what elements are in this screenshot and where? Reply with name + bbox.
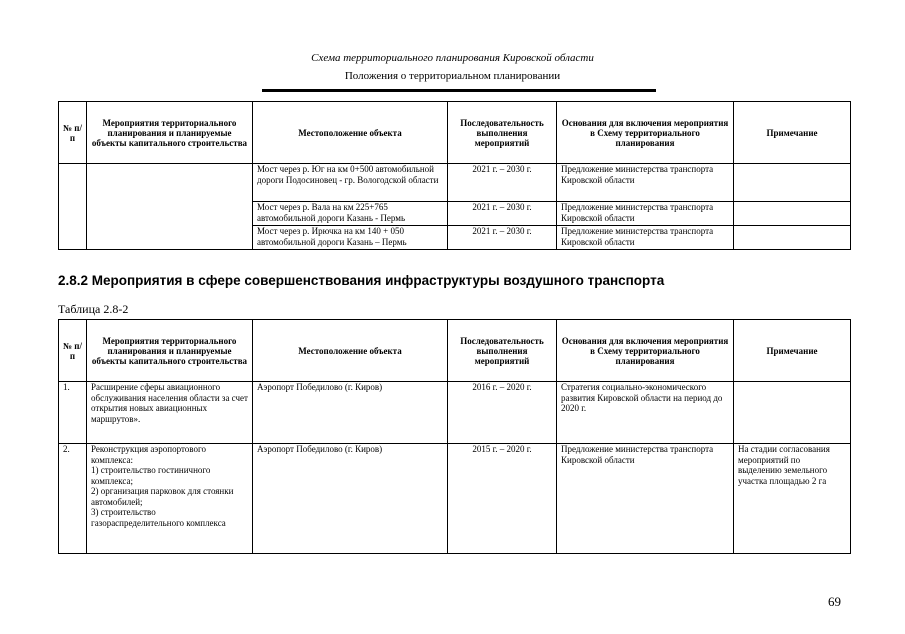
col-num-header: № п/п [59,102,87,164]
cell-measure: Расширение сферы авиационного обслуживания населения области за счет открытия новых авиационных маршрутов». [87,382,253,444]
section-title: 2.8.2 Мероприятия в сфере совершенствования инфраструктуры воздушного транспорта [58,273,665,288]
col-sequence-header: Последовательность выполнения мероприятий [448,320,557,382]
document-header-title: Схема территориального планирования Кировской области [311,52,594,64]
table-caption: Таблица 2.8-2 [58,302,129,316]
cell-basis: Стратегия социально-экономического развития Кировской области на период до 2020 г. [557,382,734,444]
cell-sequence: 2021 г. – 2030 г. [448,164,557,202]
table-header-row [59,102,851,164]
cell-note [734,164,851,202]
cell-location: Мост через р. Вала на км 225+765 автомобильной дороги Казань - Пермь [253,202,448,226]
cell-num [59,164,87,250]
table-header-row [59,320,851,382]
col-note-header: Примечание [734,320,851,382]
cell-basis: Предложение министерства транспорта Кировской области [557,444,734,554]
col-location-header: Местоположение объекта [253,102,448,164]
table-row [59,164,851,202]
col-basis-header: Основания для включения мероприятия в Схему территориального планирования [557,102,734,164]
cell-measure: Реконструкция аэропортового комплекса: 1) строительство гостиничного комплекса; 2) организация парковок для стоянки автомобилей; 3) строительство газораспределительного комплекса [87,444,253,554]
col-measures-header: Мероприятия территориального планирования и планируемые объекты капитального строительства [87,320,253,382]
cell-sequence: 2021 г. – 2030 г. [448,202,557,226]
cell-sequence: 2016 г. – 2020 г. [448,382,557,444]
page-number: 69 [828,594,841,609]
cell-note: На стадии согласования мероприятий по выделению земельного участка площадью 2 га [734,444,851,554]
cell-sequence: 2015 г. – 2020 г. [448,444,557,554]
cell-note [734,226,851,250]
col-basis-header: Основания для включения мероприятия в Схему территориального планирования [557,320,734,382]
cell-location: Мост через р. Ирючка на км 140 + 050 автомобильной дороги Казань – Пермь [253,226,448,250]
cell-note [734,202,851,226]
cell-basis: Предложение министерства транспорта Кировской области [557,202,734,226]
cell-location: Аэропорт Победилово (г. Киров) [253,382,448,444]
cell-basis: Предложение министерства транспорта Кировской области [557,164,734,202]
table-row [59,382,851,444]
cell-num: 1. [59,382,87,444]
cell-measure [87,164,253,250]
document-header-subtitle: Положения о территориальном планировании [344,70,561,82]
table-air-transport [58,319,851,554]
cell-basis: Предложение министерства транспорта Кировской области [557,226,734,250]
table-bridges [58,101,851,250]
table-row [59,444,851,554]
cell-note [734,382,851,444]
col-sequence-header: Последовательность выполнения мероприятий [448,102,557,164]
header-rule [262,89,656,92]
cell-location: Аэропорт Победилово (г. Киров) [253,444,448,554]
col-location-header: Местоположение объекта [253,320,448,382]
cell-sequence: 2021 г. – 2030 г. [448,226,557,250]
col-num-header: № п/п [59,320,87,382]
col-measures-header: Мероприятия территориального планирования и планируемые объекты капитального строительства [87,102,253,164]
cell-num: 2. [59,444,87,554]
col-note-header: Примечание [734,102,851,164]
cell-location: Мост через р. Юг на км 0+500 автомобильной дороги Подосиновец - гр. Вологодской области [253,164,448,202]
